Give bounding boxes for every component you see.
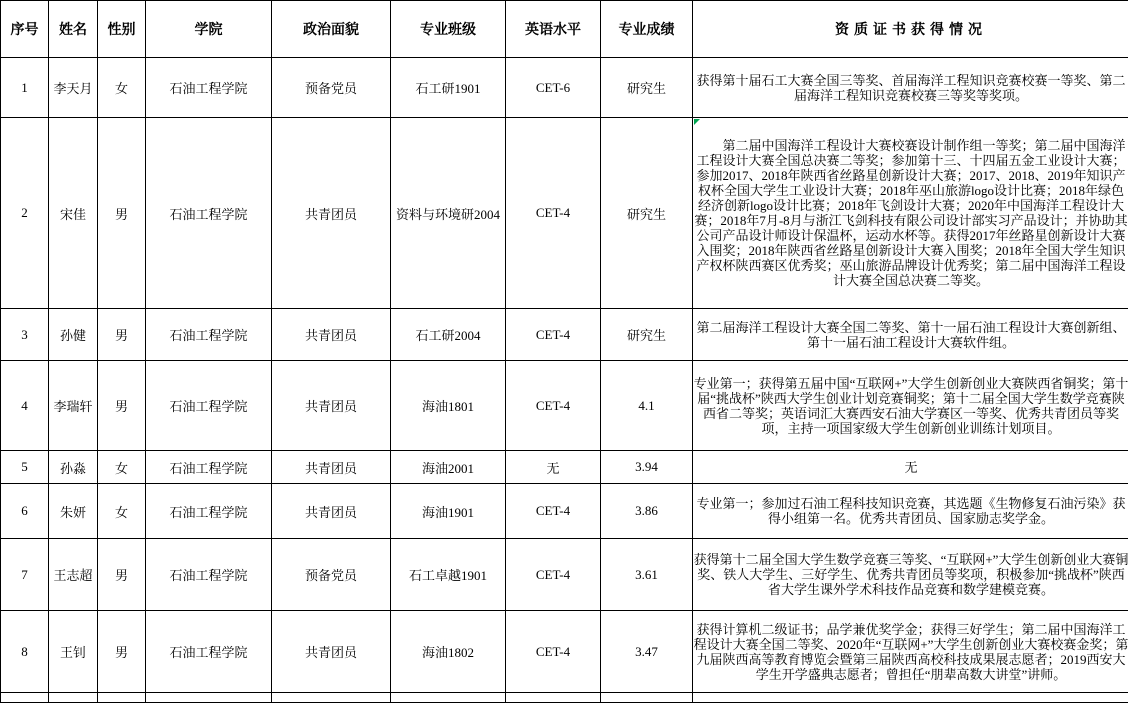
cell-political-status: 共青团员 (272, 451, 391, 484)
cell-certificates: 第二届海洋工程设计大赛全国二等奖、第十一届石油工程设计大赛创新组、第十一届石油工程设计大赛软件组。 (693, 309, 1128, 361)
col-header-major-score: 专业成绩 (601, 1, 693, 58)
table-row (1, 58, 1128, 118)
cell-college: 石油工程学院 (146, 361, 272, 451)
table-row (1, 309, 1128, 361)
cell-political-status: 共青团员 (272, 484, 391, 539)
cell-class (391, 693, 506, 703)
cell-certificates (693, 693, 1128, 703)
cell-gender: 男 (98, 539, 146, 611)
cell-gender (98, 693, 146, 703)
cell-gender: 男 (98, 611, 146, 693)
col-header-name: 姓名 (49, 1, 98, 58)
cell-major-score: 3.47 (601, 611, 693, 693)
cell-class: 石工研1901 (391, 58, 506, 118)
cell-index: 5 (1, 451, 49, 484)
cell-english-level: CET-6 (506, 58, 601, 118)
col-header-english-level: 英语水平 (506, 1, 601, 58)
excel-error-indicator-icon (694, 119, 700, 125)
cell-certificates: 专业第一；参加过石油工程科技知识竞赛，其选题《生物修复石油污染》获得小组第一名。优秀共青团员、国家励志奖学金。 (693, 484, 1128, 539)
cell-english-level: CET-4 (506, 611, 601, 693)
cell-major-score: 4.1 (601, 361, 693, 451)
cell-college: 石油工程学院 (146, 118, 272, 309)
cell-political-status: 预备党员 (272, 58, 391, 118)
cell-english-level: 无 (506, 451, 601, 484)
cell-political-status: 共青团员 (272, 361, 391, 451)
col-header-college: 学院 (146, 1, 272, 58)
cell-gender: 男 (98, 309, 146, 361)
cell-college: 石油工程学院 (146, 58, 272, 118)
cell-class: 海油1801 (391, 361, 506, 451)
cell-certificates-text: 第二届中国海洋工程设计大赛校赛设计制作组一等奖；第二届中国海洋工程设计大赛全国总决赛二等奖；参加第十三、十四届五金工业设计大赛；参加2017、2018年陕西省丝路星创新设计大赛；2017、2018、2019年知识产权杯全国大学生工业设计大赛；2018年巫山旅游logo设计比赛；2018年绿色经济创新logo设计比赛；2018年飞剑设计大赛；2020年中国海洋工程设计大赛；2018年7月-8月与浙江飞剑科技有限公司设计部实习产品设计；并协助其公司产品设计师设计保温杯，运动水杯等。获得2017年丝路星创新设计大赛入围奖；2018年陕西省丝路星创新设计大赛入围奖；2018年全国大学生知识产权杯陕西赛区优秀奖；巫山旅游品牌设计优秀奖；第二届中国海洋工程设计大赛全国总决赛二等奖。 (694, 138, 1127, 288)
cell-index: 1 (1, 58, 49, 118)
cell-english-level: CET-4 (506, 539, 601, 611)
cell-class: 资料与环境研2004 (391, 118, 506, 309)
cell-gender: 男 (98, 118, 146, 309)
cell-major-score: 研究生 (601, 118, 693, 309)
cell-class: 石工研2004 (391, 309, 506, 361)
cell-major-score: 研究生 (601, 309, 693, 361)
cell-index: 6 (1, 484, 49, 539)
cell-index: 3 (1, 309, 49, 361)
table-row (1, 361, 1128, 451)
cell-certificates: 获得计算机二级证书；品学兼优奖学金；获得三好学生；第二届中国海洋工程设计大赛全国二等奖、2020年“互联网+”大学生创新创业大赛校赛金奖；第九届陕西高等教育博览会暨第三届陕西高校科技成果展志愿者；2019西安大学生开学盛典志愿者；曾担任“朋辈高数大讲堂”讲师。 (693, 611, 1128, 693)
cell-class: 海油2001 (391, 451, 506, 484)
cell-major-score: 研究生 (601, 58, 693, 118)
cell-name: 孙健 (49, 309, 98, 361)
table-row (1, 611, 1128, 693)
cell-major-score: 3.86 (601, 484, 693, 539)
table-row (1, 451, 1128, 484)
cell-major-score (601, 693, 693, 703)
cell-english-level: CET-4 (506, 484, 601, 539)
table-row (1, 484, 1128, 539)
cell-index: 8 (1, 611, 49, 693)
cell-gender: 女 (98, 58, 146, 118)
col-header-certificates: 资质证书获得情况 (693, 1, 1128, 58)
cell-political-status: 共青团员 (272, 118, 391, 309)
cell-certificates: 专业第一；获得第五届中国“互联网+”大学生创新创业大赛陕西省铜奖；第十届“挑战杯”陕西大学生创业计划竞赛铜奖；第十二届全国大学生数学竞赛陕西省二等奖；英语词汇大赛西安石油大学赛区一等奖、优秀共青团员等奖项，主持一项国家级大学生创新创业训练计划项目。 (693, 361, 1128, 451)
col-header-index: 序号 (1, 1, 49, 58)
cell-political-status: 共青团员 (272, 309, 391, 361)
cell-name: 宋佳 (49, 118, 98, 309)
cell-college: 石油工程学院 (146, 484, 272, 539)
cell-english-level: CET-4 (506, 118, 601, 309)
cell-name (49, 693, 98, 703)
header-row (1, 1, 1128, 58)
cell-college: 石油工程学院 (146, 309, 272, 361)
cell-name: 王志超 (49, 539, 98, 611)
cell-political-status: 共青团员 (272, 611, 391, 693)
cell-certificates: 获得第十届石工大赛全国三等奖、首届海洋工程知识竞赛校赛一等奖、第二届海洋工程知识竞赛校赛三等奖等奖项。 (693, 58, 1128, 118)
cell-certificates: 获得第十二届全国大学生数学竞赛三等奖、“互联网+”大学生创新创业大赛铜奖、铁人大学生、三好学生、优秀共青团员等奖项，积极参加“挑战杯”陕西省大学生课外学术科技作品竞赛和数学建模竞赛。 (693, 539, 1128, 611)
table-row (1, 118, 1128, 309)
cell-major-score: 3.61 (601, 539, 693, 611)
cell-class: 海油1802 (391, 611, 506, 693)
cell-name: 李天月 (49, 58, 98, 118)
cell-english-level: CET-4 (506, 309, 601, 361)
cell-name: 李瑞轩 (49, 361, 98, 451)
cell-college: 石油工程学院 (146, 611, 272, 693)
cell-name: 朱妍 (49, 484, 98, 539)
cell-college: 石油工程学院 (146, 451, 272, 484)
cell-gender: 女 (98, 451, 146, 484)
cell-class: 石工卓越1901 (391, 539, 506, 611)
cell-index (1, 693, 49, 703)
cell-gender: 男 (98, 361, 146, 451)
cell-english-level (506, 693, 601, 703)
cell-name: 孙淼 (49, 451, 98, 484)
cell-index: 2 (1, 118, 49, 309)
cell-certificates (693, 118, 1128, 309)
cell-college: 石油工程学院 (146, 539, 272, 611)
cell-name: 王钊 (49, 611, 98, 693)
table-row (1, 539, 1128, 611)
cell-index: 7 (1, 539, 49, 611)
cell-political-status (272, 693, 391, 703)
col-header-gender: 性别 (98, 1, 146, 58)
cell-index: 4 (1, 361, 49, 451)
cell-political-status: 预备党员 (272, 539, 391, 611)
cell-major-score: 3.94 (601, 451, 693, 484)
cell-college (146, 693, 272, 703)
col-header-class: 专业班级 (391, 1, 506, 58)
cell-english-level: CET-4 (506, 361, 601, 451)
cell-class: 海油1901 (391, 484, 506, 539)
table-row-partial (1, 693, 1128, 703)
cell-certificates: 无 (693, 451, 1128, 484)
cell-gender: 女 (98, 484, 146, 539)
col-header-political-status: 政治面貌 (272, 1, 391, 58)
